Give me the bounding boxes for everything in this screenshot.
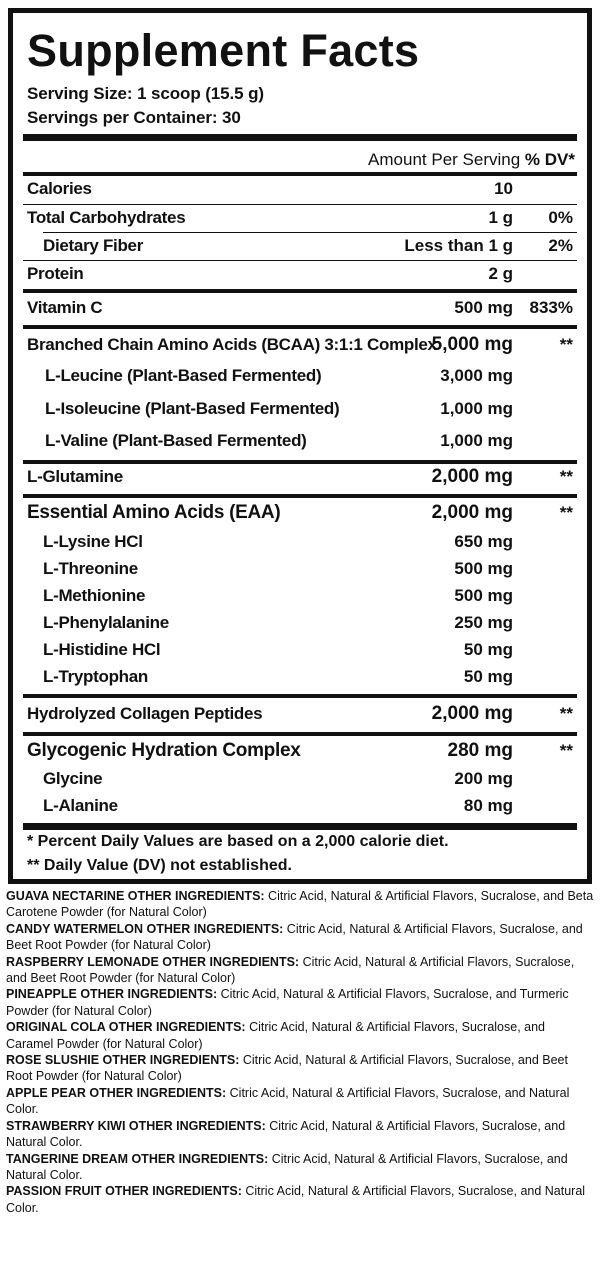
nutrient-row [27, 610, 573, 636]
divider [23, 289, 577, 293]
ingredient-entry [6, 986, 594, 1019]
nutrient-dv: ** [559, 335, 573, 354]
nutrient-row [27, 261, 573, 287]
nutrient-amount: 1 g [488, 208, 513, 227]
nutrient-row [27, 529, 573, 555]
ingredient-entry [6, 1052, 594, 1085]
flavor-label: ORIGINAL COLA OTHER INGREDIENTS: [6, 1020, 246, 1035]
nutrient-amount: 2,000 mg [431, 466, 513, 487]
nutrient-amount: 1,000 mg [440, 431, 513, 450]
ingredient-text: Citric Acid, Natural & Artificial Flavors, Sucralose, and Beta Carotene Powder (for Natural Color) [6, 889, 594, 920]
nutrient-name: L-Glutamine [27, 467, 123, 486]
nutrient-name: L-Leucine (Plant-Based Fermented) [45, 366, 322, 385]
nutrient-name: L-Alanine [43, 796, 118, 815]
nutrient-amount: 10 [494, 179, 513, 198]
nutrient-amount: 280 mg [447, 740, 513, 761]
nutrient-name: Glycine [43, 769, 103, 788]
nutrient-amount: 80 mg [463, 796, 513, 815]
ingredient-entry [6, 1019, 594, 1052]
divider [23, 325, 577, 329]
ingredient-entry [6, 1183, 594, 1216]
nutrient-dv: 833% [529, 298, 573, 317]
nutrient-row [27, 205, 573, 231]
nutrient-row [27, 766, 573, 792]
panel-title: Supplement Facts [27, 25, 420, 76]
nutrient-name: Glycogenic Hydration Complex [27, 740, 301, 761]
ingredient-entry [6, 1118, 594, 1151]
nutrient-row [27, 464, 573, 490]
nutrient-dv: ** [559, 704, 573, 723]
nutrient-name: Vitamin C [27, 298, 103, 317]
nutrient-amount: 500 mg [454, 298, 513, 317]
flavor-label: APPLE PEAR OTHER INGREDIENTS: [6, 1085, 227, 1100]
nutrient-amount: 50 mg [463, 667, 513, 686]
nutrient-row [27, 363, 573, 389]
ingredient-text: Citric Acid, Natural & Artificial Flavors, Sucralose, and Beet Root Powder (for Natural Color) [6, 921, 583, 953]
nutrient-name: Dietary Fiber [43, 236, 144, 255]
nutrient-amount: 500 mg [454, 586, 513, 605]
dv-label: % DV* [524, 150, 575, 169]
flavor-label: ROSE SLUSHIE OTHER INGREDIENTS: [6, 1053, 240, 1068]
ingredient-text: Citric Acid, Natural & Artificial Flavors, Sucralose, and Natural Color. [6, 1085, 570, 1117]
nutrient-amount: 1,000 mg [440, 399, 513, 418]
nutrient-amount: 650 mg [454, 532, 513, 551]
footnote-dv: * Percent Daily Values are based on a 2,000 calorie diet. [27, 833, 449, 850]
divider [23, 134, 577, 141]
ingredient-text: Citric Acid, Natural & Artificial Flavors, Sucralose, and Natural Color. [6, 1151, 568, 1182]
nutrient-dv: 0% [548, 208, 573, 227]
column-header [368, 148, 575, 172]
flavor-label: PASSION FRUIT OTHER INGREDIENTS: [6, 1184, 242, 1199]
nutrient-row [27, 793, 573, 819]
divider [23, 732, 577, 736]
nutrient-amount: 5,000 mg [431, 334, 513, 355]
nutrient-name: Total Carbohydrates [27, 208, 186, 227]
nutrient-amount: 500 mg [454, 559, 513, 578]
divider [23, 494, 577, 498]
nutrient-row [27, 428, 573, 454]
nutrient-name: L-Lysine HCl [43, 532, 143, 551]
amount-per-serving-label: Amount Per Serving [368, 150, 521, 169]
nutrient-name: Essential Amino Acids (EAA) [27, 502, 281, 523]
nutrient-name: L-Phenylalanine [43, 613, 169, 632]
nutrient-row [27, 332, 573, 358]
nutrient-dv: 2% [548, 236, 573, 255]
nutrient-name: Hydrolyzed Collagen Peptides [27, 704, 263, 723]
ingredient-text: Citric Acid, Natural & Artificial Flavors, Sucralose, and Beet Root Powder (for Natural Color) [6, 954, 575, 986]
nutrient-amount: Less than 1 g [404, 236, 513, 255]
nutrient-name: L-Tryptophan [43, 667, 148, 686]
ingredient-text: Citric Acid, Natural & Artificial Flavors, Sucralose, and Caramel Powder (for Natural Color) [6, 1020, 546, 1051]
flavor-label: STRAWBERRY KIWI OTHER INGREDIENTS: [6, 1118, 266, 1133]
ingredient-text: Citric Acid, Natural & Artificial Flavors, Sucralose, and Natural Color. [6, 1118, 566, 1150]
supplement-facts-panel [8, 8, 592, 884]
servings-per-container: Servings per Container: 30 [27, 108, 241, 127]
ingredient-entry [6, 1085, 594, 1118]
nutrient-dv: ** [559, 467, 573, 486]
nutrient-dv: ** [559, 503, 573, 522]
nutrient-row [27, 233, 573, 259]
divider [23, 694, 577, 698]
nutrient-name: Branched Chain Amino Acids (BCAA) 3:1:1 Complex [27, 335, 437, 354]
flavor-label: CANDY WATERMELON OTHER INGREDIENTS: [6, 921, 284, 936]
ingredient-entry [6, 954, 594, 987]
ingredient-text: Citric Acid, Natural & Artificial Flavors, Sucralose, and Beet Root Powder (for Natural Color) [6, 1053, 568, 1084]
nutrient-amount: 3,000 mg [440, 366, 513, 385]
nutrient-row [27, 583, 573, 609]
nutrient-amount: 2 g [488, 264, 513, 283]
other-ingredients [6, 888, 594, 1216]
footnote-dv-not-established: ** Daily Value (DV) not established. [27, 857, 292, 874]
nutrient-row [27, 396, 573, 422]
nutrient-dv: ** [559, 741, 573, 760]
nutrient-row [27, 295, 573, 321]
nutrient-amount: 50 mg [463, 640, 513, 659]
nutrient-amount: 2,000 mg [431, 703, 513, 724]
nutrient-amount: 2,000 mg [431, 502, 513, 523]
nutrient-row [27, 500, 573, 526]
flavor-label: GUAVA NECTARINE OTHER INGREDIENTS: [6, 889, 265, 903]
nutrient-name: L-Methionine [43, 586, 146, 605]
nutrient-name: Calories [27, 179, 92, 198]
ingredient-entry [6, 1151, 594, 1184]
nutrient-amount: 200 mg [454, 769, 513, 788]
nutrient-row [27, 738, 573, 764]
serving-size: Serving Size: 1 scoop (15.5 g) [27, 84, 264, 103]
ingredient-entry [6, 921, 594, 954]
nutrient-row [27, 176, 573, 202]
nutrient-row [27, 556, 573, 582]
flavor-label: TANGERINE DREAM OTHER INGREDIENTS: [6, 1151, 269, 1166]
flavor-label: RASPBERRY LEMONADE OTHER INGREDIENTS: [6, 954, 300, 969]
nutrient-name: L-Valine (Plant-Based Fermented) [45, 431, 307, 450]
divider [23, 823, 577, 830]
ingredient-text: Citric Acid, Natural & Artificial Flavors, Sucralose, and Turmeric Powder (for Natural Color) [6, 987, 569, 1018]
nutrient-name: L-Isoleucine (Plant-Based Fermented) [45, 399, 340, 418]
nutrient-row [27, 637, 573, 663]
nutrient-name: Protein [27, 264, 84, 283]
flavor-label: PINEAPPLE OTHER INGREDIENTS: [6, 987, 218, 1002]
nutrient-row [27, 701, 573, 727]
nutrient-name: L-Threonine [43, 559, 138, 578]
ingredient-entry [6, 888, 594, 921]
nutrient-amount: 250 mg [454, 613, 513, 632]
nutrient-name: L-Histidine HCl [43, 640, 161, 659]
ingredient-text: Citric Acid, Natural & Artificial Flavors, Sucralose, and Natural Color. [6, 1184, 586, 1215]
nutrient-row [27, 664, 573, 690]
